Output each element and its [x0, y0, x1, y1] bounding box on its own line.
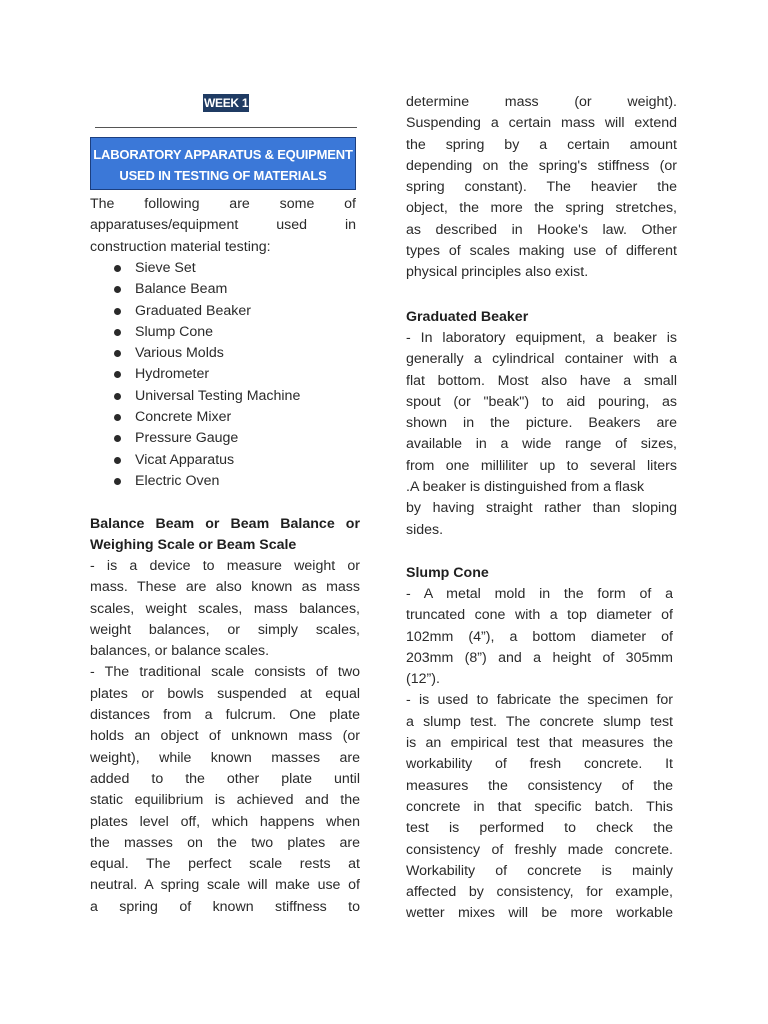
graduated-beaker-heading: Graduated Beaker	[406, 309, 529, 325]
balance-beam-continued-paragraph	[406, 92, 677, 284]
list-item	[114, 428, 300, 449]
text-line: balances, or balance scales.	[90, 643, 270, 660]
list-item	[114, 279, 300, 300]
list-item-label: Sieve Set	[135, 260, 196, 276]
apparatus-list	[114, 258, 300, 492]
text-line: - The traditional scale consists of two	[90, 664, 360, 681]
section-title-box	[90, 137, 356, 190]
text-line: concrete in that specific batch. This	[406, 798, 673, 815]
list-item-label: Vicat Apparatus	[135, 451, 235, 468]
text-line: plates level off, which happens when	[90, 813, 360, 830]
heading-line: Balance Beam or Beam Balance or	[90, 516, 360, 532]
list-item	[114, 450, 300, 471]
list-item	[114, 364, 300, 385]
heading-line: Weighing Scale or Beam Scale	[90, 537, 297, 554]
text-line: (12”).	[406, 671, 440, 688]
text-line: sides.	[406, 521, 444, 538]
section-title-line-2: USED IN TESTING OF MATERIALS	[119, 168, 327, 183]
text-line: a spring of known stiffness to	[90, 898, 360, 915]
list-item-label: Universal Testing Machine	[135, 387, 301, 404]
list-item	[114, 301, 300, 322]
text-line: Suspending a certain mass will extend	[406, 115, 677, 132]
bullet-icon	[114, 478, 121, 485]
list-item	[114, 407, 300, 428]
text-line: truncated cone with a top diameter of	[406, 607, 673, 624]
slump-cone-heading: Slump Cone	[406, 565, 489, 581]
text-line: from one milliliter up to several liters	[406, 457, 677, 474]
text-line: holds an object of unknown mass (or	[90, 728, 360, 745]
text-line: types of scales making use of different	[406, 243, 677, 260]
text-line: mass. These are also known as mass	[90, 579, 360, 596]
list-item	[114, 386, 300, 407]
text-line: 203mm (8”) and a height of 305mm	[406, 649, 673, 666]
text-line: Workability of concrete is mainly	[406, 862, 673, 879]
bullet-icon	[114, 414, 121, 421]
header-divider	[95, 127, 357, 128]
list-item	[114, 343, 300, 364]
text-line: weight balances, or simply scales,	[90, 621, 360, 638]
section-title-line-1: LABORATORY APPARATUS & EQUIPMENT	[93, 147, 353, 162]
bullet-icon	[114, 371, 121, 378]
graduated-beaker-paragraph	[406, 328, 677, 541]
text-line: is an empirical test that measures the	[406, 735, 673, 752]
intro-line: The following are some of	[90, 196, 356, 212]
slump-cone-paragraph	[406, 584, 673, 925]
text-line: by having straight rather than sloping	[406, 500, 677, 517]
text-line: neutral. A spring scale will make use of	[90, 877, 360, 894]
text-line: shown in the picture. Beakers are	[406, 415, 677, 432]
text-line: - is a device to measure weight or	[90, 558, 360, 574]
text-line: flat bottom. Most also have a small	[406, 372, 677, 389]
text-line: physical principles also exist.	[406, 264, 589, 281]
text-line: the masses on the two plates are	[90, 834, 360, 851]
list-item-label: Various Molds	[135, 345, 224, 362]
text-line: - In laboratory equipment, a beaker is	[406, 330, 677, 346]
text-line: measures the consistency of the	[406, 777, 673, 794]
text-line: distances from a fulcrum. One plate	[90, 707, 360, 724]
text-line: generally a cylindrical container with a	[406, 351, 677, 368]
list-item-label: Concrete Mixer	[135, 409, 232, 426]
text-line: available in a wide range of sizes,	[406, 436, 677, 453]
list-item-label: Graduated Beaker	[135, 302, 251, 319]
bullet-icon	[114, 308, 121, 315]
text-line: .A beaker is distinguished from a flask	[406, 479, 645, 496]
bullet-icon	[114, 265, 121, 272]
text-line: spring constant). The heavier the	[406, 179, 677, 196]
text-line: a slump test. The concrete slump test	[406, 713, 673, 730]
bullet-icon	[114, 457, 121, 464]
text-line: plates or bowls suspended at equal	[90, 685, 360, 702]
text-line: depending on the spring's stiffness (or	[406, 157, 677, 174]
balance-beam-heading	[90, 514, 360, 557]
text-line: equal. The perfect scale rests at	[90, 856, 360, 873]
list-item	[114, 258, 300, 279]
text-line: - is used to fabricate the specimen for	[406, 692, 673, 709]
text-line: the spring by a certain amount	[406, 136, 677, 153]
list-item-label: Balance Beam	[135, 281, 228, 298]
text-line: 102mm (4”), a bottom diameter of	[406, 628, 673, 645]
text-line: as described in Hooke's law. Other	[406, 221, 677, 238]
week-label: WEEK 1	[204, 96, 249, 110]
text-line: test is performed to check the	[406, 820, 673, 837]
text-line: affected by consistency, for example,	[406, 884, 673, 901]
bullet-icon	[114, 393, 121, 400]
list-item-label: Slump Cone	[135, 323, 214, 340]
text-line: weight), while known masses are	[90, 749, 360, 766]
text-line: spout (or "beak") to aid pouring, as	[406, 393, 677, 410]
list-item	[114, 471, 300, 492]
text-line: consistency of freshly made concrete.	[406, 841, 673, 858]
intro-line: apparatuses/equipment used in	[90, 217, 356, 234]
bullet-icon	[114, 286, 121, 293]
balance-beam-paragraph	[90, 556, 360, 918]
intro-paragraph	[90, 194, 356, 237]
text-line: object, the more the spring stretches,	[406, 200, 677, 217]
text-line: static equilibrium is achieved and the	[90, 792, 360, 809]
list-item-label: Electric Oven	[135, 472, 220, 489]
list-item-label: Hydrometer	[135, 366, 210, 383]
text-line: determine mass (or weight).	[406, 94, 677, 110]
text-line: scales, weight scales, mass balances,	[90, 600, 360, 617]
list-item-label: Pressure Gauge	[135, 430, 239, 447]
bullet-icon	[114, 329, 121, 336]
text-line: workability of fresh concrete. It	[406, 756, 673, 773]
list-item	[114, 322, 300, 343]
text-line: wetter mixes will be more workable	[406, 905, 673, 922]
text-line: added to the other plate until	[90, 770, 360, 787]
text-line: - A metal mold in the form of a	[406, 586, 673, 602]
intro-line: construction material testing:	[90, 239, 271, 255]
bullet-icon	[114, 435, 121, 442]
bullet-icon	[114, 350, 121, 357]
